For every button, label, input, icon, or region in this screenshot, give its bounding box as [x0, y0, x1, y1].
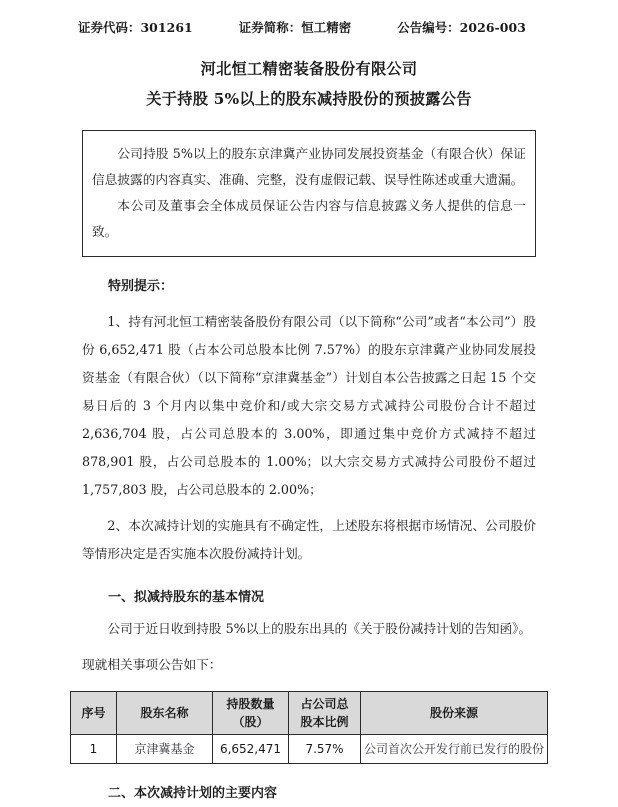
table-header-ratio-line2: 股本比例: [300, 715, 349, 729]
table-header-source: 股份来源: [361, 692, 548, 735]
notice-paragraph-2: 本公司及董事会全体成员保证公告内容与信息披露义务人提供的信息一致。: [92, 198, 526, 239]
table-header-shares: [213, 692, 289, 735]
document-title: [0, 54, 618, 114]
table-header-holder-name: 股东名称: [117, 692, 213, 735]
section-1-paragraph-1: 公司于近日收到持股 5%以上的股东出具的《关于股份减持计划的告知函》。: [107, 621, 532, 636]
cell-source: 公司首次公开发行前已发行的股份: [361, 735, 548, 764]
special-tip-item-1: 1、持有河北恒工精密装备股份有限公司（以下简称“公司”或者“本公司”）股份 6,652,471 股（占本公司总股本比例 7.57%）的股东京津冀产业协同发展投资基金（有限合伙）（以下简称“京津冀基金”）计划自本公告披露之日起 15 个交易日后的 3 个月内以集中竞价和/或大宗交易方式减持公司股份合计不超过 2,636,704 股，占公司总股本的 3.00%，即通过集中竞价方式减持不超过 878,901 股，占公司总股本的 1.00%；以大宗交易方式减持公司股份不超过 1,757,803 股，占公司总股本的 2.00%；: [82, 314, 536, 497]
security-code: 证券代码：301261: [78, 20, 193, 35]
document-body: [82, 274, 536, 679]
special-tip-item-2: 2、本次减持计划的实施具有不确定性，上述股东将根据市场情况、公司股价等情形决定是否实施本次股份减持计划。: [82, 518, 536, 561]
shareholder-table: [70, 691, 548, 764]
table-row: [71, 735, 548, 764]
section-1-paragraph-2: 现就相关事项公告如下：: [82, 657, 222, 672]
title-company-name: 河北恒工精密装备股份有限公司: [200, 60, 418, 78]
section-1-heading: 一、拟减持股东的基本情况: [108, 590, 265, 605]
cell-shares: 6,652,471: [213, 735, 289, 764]
cell-index: 1: [71, 735, 117, 764]
document-body-continued: [82, 781, 536, 807]
disclosure-notice-box: [82, 130, 536, 257]
table-header-ratio-line1: 占公司总: [300, 697, 349, 711]
security-abbreviation: 证券简称：恒工精密: [238, 20, 352, 35]
table-header-shares-line1: 持股数量: [226, 697, 275, 711]
table-header-index: 序号: [71, 692, 117, 735]
table-header-shares-line2: （股）: [232, 715, 269, 729]
title-subject: 关于持股 5%以上的股东减持股份的预披露公告: [146, 90, 472, 108]
table-header-ratio: [289, 692, 361, 735]
cell-ratio: 7.57%: [289, 735, 361, 764]
document-meta-row: [78, 0, 578, 36]
cell-holder-name: 京津冀基金: [117, 735, 213, 764]
special-tips-heading: 特别提示：: [108, 279, 174, 294]
announcement-number: 公告编号：2026-003: [397, 20, 526, 35]
section-2-heading: 二、本次减持计划的主要内容: [108, 786, 278, 801]
shareholder-table-wrapper: [0, 691, 618, 764]
notice-paragraph-1: 公司持股 5%以上的股东京津冀产业协同发展投资基金（有限合伙）保证信息披露的内容真实、准确、完整，没有虚假记载、误导性陈述或重大遗漏。: [92, 146, 526, 187]
table-header-row: [71, 692, 548, 735]
